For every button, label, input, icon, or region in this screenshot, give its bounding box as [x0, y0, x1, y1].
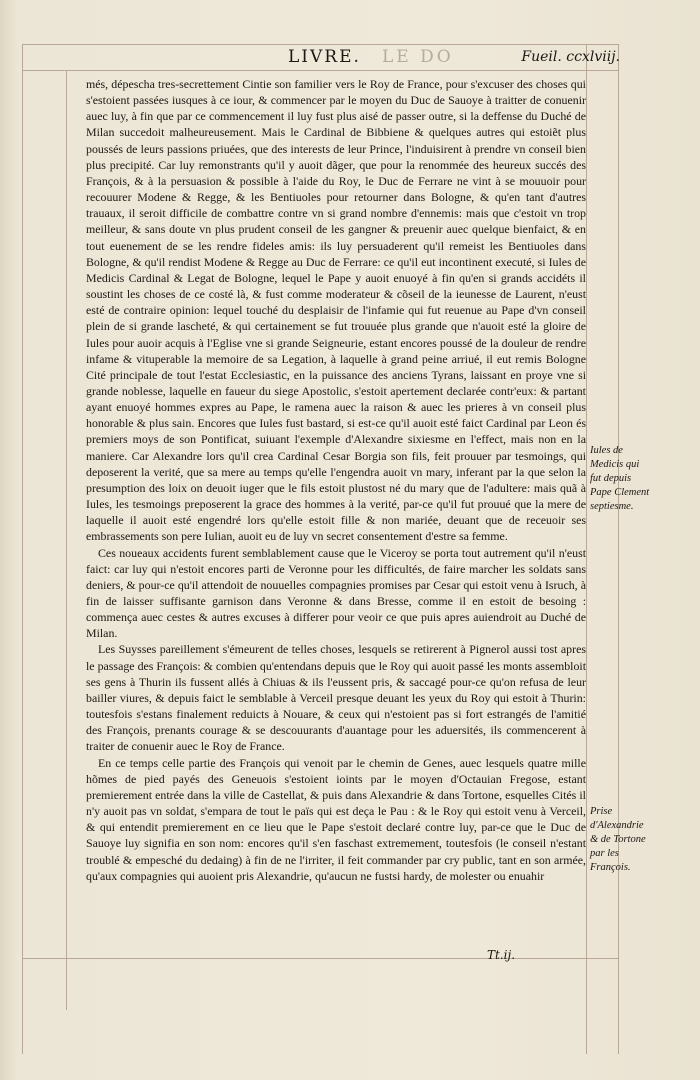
paragraph: més, dépescha tres-secrettement Cintie son familier vers le Roy de France, pour s'excuser des choses qui s'estoient passées iusques à ce iour, & commencer par le moyen du Duc de Sauoye à traitter de conuenir auec luy, à fin que par ce commencement il luy fust plus aisé de passer outre, si la deffense du Duché de Milan succedoit malheureusement. Mais le Cardinal de Bibbiene & quelques autres qui estoiẽt plus poussés de leurs passions priuées, que des interests de leur Prince, l'induisirent à prendre vn conseil bien plus precipité. Car luy remonstrants qu'il y auoit dãger, que pour la renommée des heureux succés des François, & à la persuasion & possible à l'aide du Roy, le Duc de Ferrare ne vint à se mouuoir pour recouurer Modene & Regge, & les Bentiuoles pour retourner dans Bologne, & qu'en tant d'autres trauaux, il seroit difficile de combattre contre vn si grand nombre d'ennemis: mais que c'estoit vn trop meilleur, & sans doute vn plus prudent conseil de les gangner & preuenir auec quelque bienfaict, & en tout euenement de se les rendre fideles amis: ils luy persuaderent qu'il remeist les Bentiuoles dans Bologne, & qu'il rendist Modene & Regge au Duc de Ferrare: ce qu'il eut incontinent executé, si Iules de Medicis Cardinal & Legat de Bologne, lequel le Pape y auoit enuoyé à fin qu'en si grands accidéts il soustint les choses de ce costé là, & fust comme moderateur & cõseil de la ieunesse de Laurent, n'eust esté de contraire opinion: lequel touché du desplaisir de l'infamie qui fut reuenue au Pape d'vn conseil plein de si grande lascheté, & qui certainement se fut trouuée plus grande que n'auoit esté la gloire de Iules pour auoir acquis à l'Eglise vne si grande Seigneurie, estant encores poussé de la douleur de rendre infame & vituperable la memoire de sa Legation, à laquelle à grand peine arriué, il eut remis Bologne Cité principale de tout l'estat Ecclesiastic, en la puissance des anciens Tyrans, laissant en proye vne si grande noblesse, laquelle en faueur du siege Apostolic, s'estoit apertement declarée contr'eux: & partant ayant enuoyé hommes expres au Pape, le ramena auec la raison & auec les prieres à vn conseil plus honorable & plus sain. Encores que Iules fust bastard, si est-ce qu'il auoit esté faict Cardinal par Leon és premiers moys de son Pontificat, suiuant l'exemple d'Alexandre sixiesme en l'effect, mais non en la maniere. Car Alexandre lors qu'il crea Cardinal Cesar Borgia son fils, feit prouuer par tesmoings, qui deposerent la verité, que sa mere au temps qu'elle l'engendra auoit vn mary, inferant par la que selon la presumption des loix on deuoit iuger que le fils estoit plustost né du mary que de l'adultere: mais quã à Iules, les tesmoings preposerent la grace des hommes à la verité, par-ce qu'il fut prouué que la mere de laquelle il auoit esté engendré lors qu'elle estoit fille & non mariée, deuant que de receuoir ses embrassements son pere Iulian, auoit eu de luy vn secret consentement d'estre sa femme.: [86, 77, 586, 544]
paragraph: Les Suysses pareillement s'émeurent de telles choses, lesquels se retirerent à Pignerol aussi tost apres le passage des François: & combien qu'entendans depuis que le Roy qui auoit passé les monts assembloit ses gens à Thurin ils fussent allés à Chiuas & ils l'eussent pris, & saccagé pour-ce qu'on refusa de leur bailler viures, & depuis faict le semblable à Verceil presque deuant les yeux du Roy qui estoit à Thurin: toutesfois s'estans finalement reduicts à Nouare, & ceux qui n'estoient pas si fort estrangés de l'amitié des François, prenants courage & se descouurants d'auantage pour les aduersités, ils commencerent à traiter de conuenir auec le Roy de France.: [86, 642, 586, 754]
main-text-block: [86, 76, 586, 884]
running-head-title: LIVRE.: [288, 47, 361, 67]
bottom-rule: [22, 958, 618, 959]
text-right-rule: [586, 44, 587, 1054]
running-head: [30, 47, 620, 69]
folio-number: Fueil. ccxlviij.: [521, 49, 620, 65]
signature-mark: Tt.ij.: [487, 948, 516, 962]
left-frame-rule: [22, 44, 23, 1054]
head-rule: [22, 70, 618, 71]
paragraph: En ce temps celle partie des François qui venoit par le chemin de Genes, auec lesquels quatre mille hõmes de pied payés des Geneuois s'estoient ioints par le moyen d'Octauian Fregose, estant premierement entrée dans la ville de Castellat, & puis dans Alexandrie & dans Tortone, esquelles Cités il n'y auoit pas vn soldat, s'empara de tout le païs qui est deça le Pau : & le Roy qui estoit venu à Verceil, & qui entendit premierement en ce lieu que le Pape s'estoit declaré contre luy, par-ce que le Duc de Sauoye luy signifia en son nom: encores qu'il s'en faschast extremement, toutesfois (le conseil n'estant troublé & empesché du dedaing) à fin de ne l'irriter, il feit commander par cry public, tant en son armée, qu'aux compagnies qui auoient pris Alexandrie, qu'aucun ne fustsi hardy, de molester ou enuahir: [86, 755, 586, 883]
show-through-text: LE DO: [382, 47, 454, 67]
inner-left-rule: [66, 70, 67, 1010]
top-rule: [22, 44, 618, 45]
paragraph: Ces noueaux accidents furent semblablement cause que le Viceroy se porta tout autrement qu'il n'eust faict: car luy qui n'estoit encores parti de Veronne pour les difficultés, de faire marcher les soldats sans deniers, & pour-ce qu'il attendoit de nouuelles compagnies promises par Cesar qui estoit venu à Isruch, à fin de laisser suffisante garnison dans Veronne & dans Bresse, comme il en estoit de besoing : commença auec cestes & autres excuses à differer pour veoir ce que puis apres auiendroit au Duché de Milan.: [86, 545, 586, 641]
margin-right-rule: [618, 44, 619, 1054]
margin-note-alexandrie: Prise d'Alexandrie & de Tortone par les François.: [590, 806, 646, 873]
margin-note-iules: Iules de Medicis qui fut depuis Pape Clement septiesme.: [590, 445, 650, 512]
